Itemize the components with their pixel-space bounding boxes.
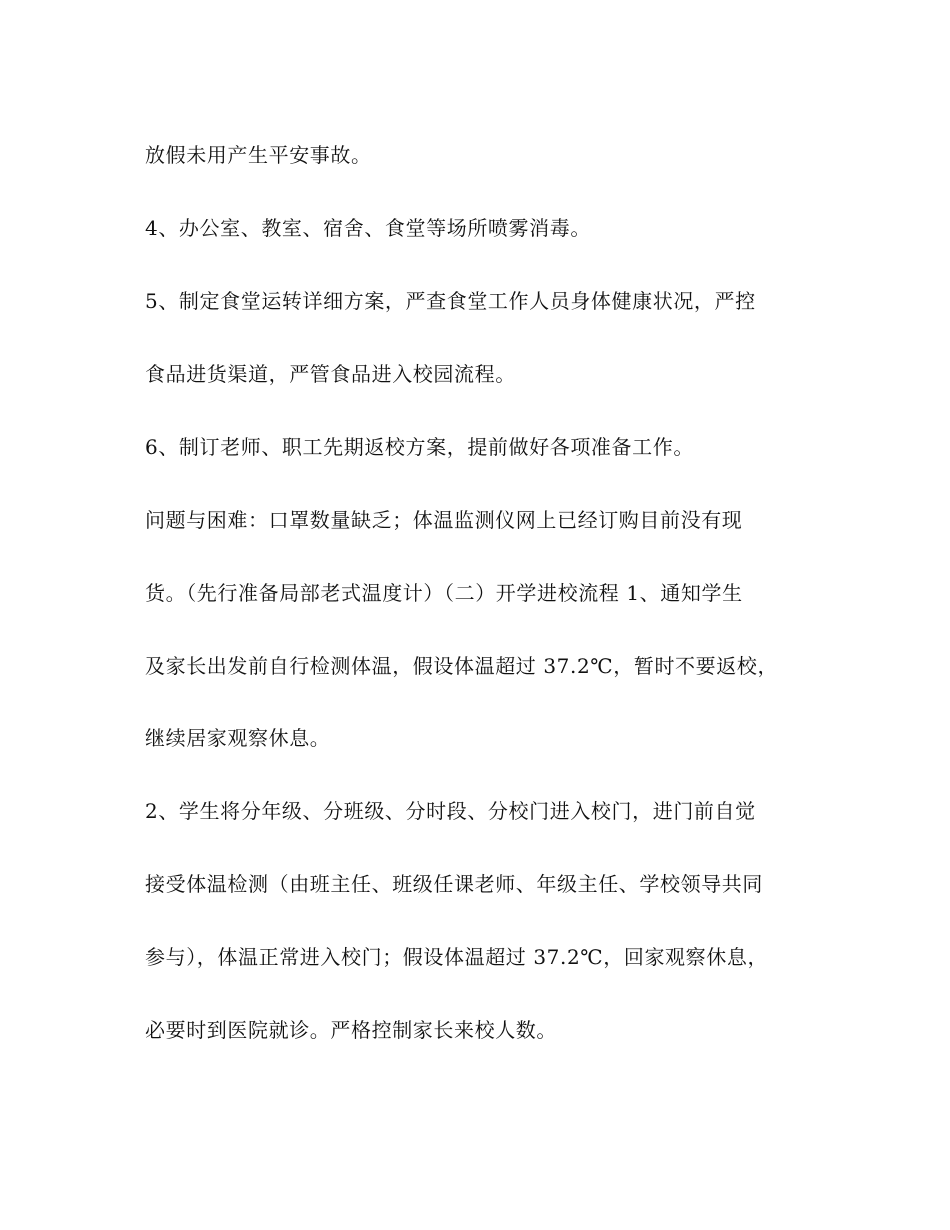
text-line: 4、办公室、教室、宿舍、食堂等场所喷雾消毒。 [145,216,591,240]
text-line: 继续居家观察休息。 [145,726,331,750]
text-line: 必要时到医院就诊。严格控制家长来校人数。 [145,1018,557,1042]
text-line: 货。（先行准备局部老式温度计）（二）开学进校流程 1、通知学生 [145,581,743,605]
text-line: 5、制定食堂运转详细方案，严查食堂工作人员身体健康状况，严控 [145,289,756,313]
text-line: 及家长出发前自行检测体温，假设体温超过 37.2℃，暂时不要返校， [145,654,779,678]
text-line: 放假未用产生平安事故。 [145,143,372,167]
text-line: 食品进货渠道，严管食品进入校园流程。 [145,362,516,386]
text-line: 6、制订老师、职工先期返校方案，提前做好各项准备工作。 [145,435,694,459]
text-line: 接受体温检测（由班主任、班级任课老师、年级主任、学校领导共同 [145,872,763,896]
text-line: 2、学生将分年级、分班级、分时段、分校门进入校门，进门前自觉 [145,799,756,823]
text-line: 问题与困难：口罩数量缺乏；体温监测仪网上已经订购目前没有现 [145,508,743,532]
text-line: 参与），体温正常进入校门；假设体温超过 37.2℃，回家观察休息， [145,945,769,969]
